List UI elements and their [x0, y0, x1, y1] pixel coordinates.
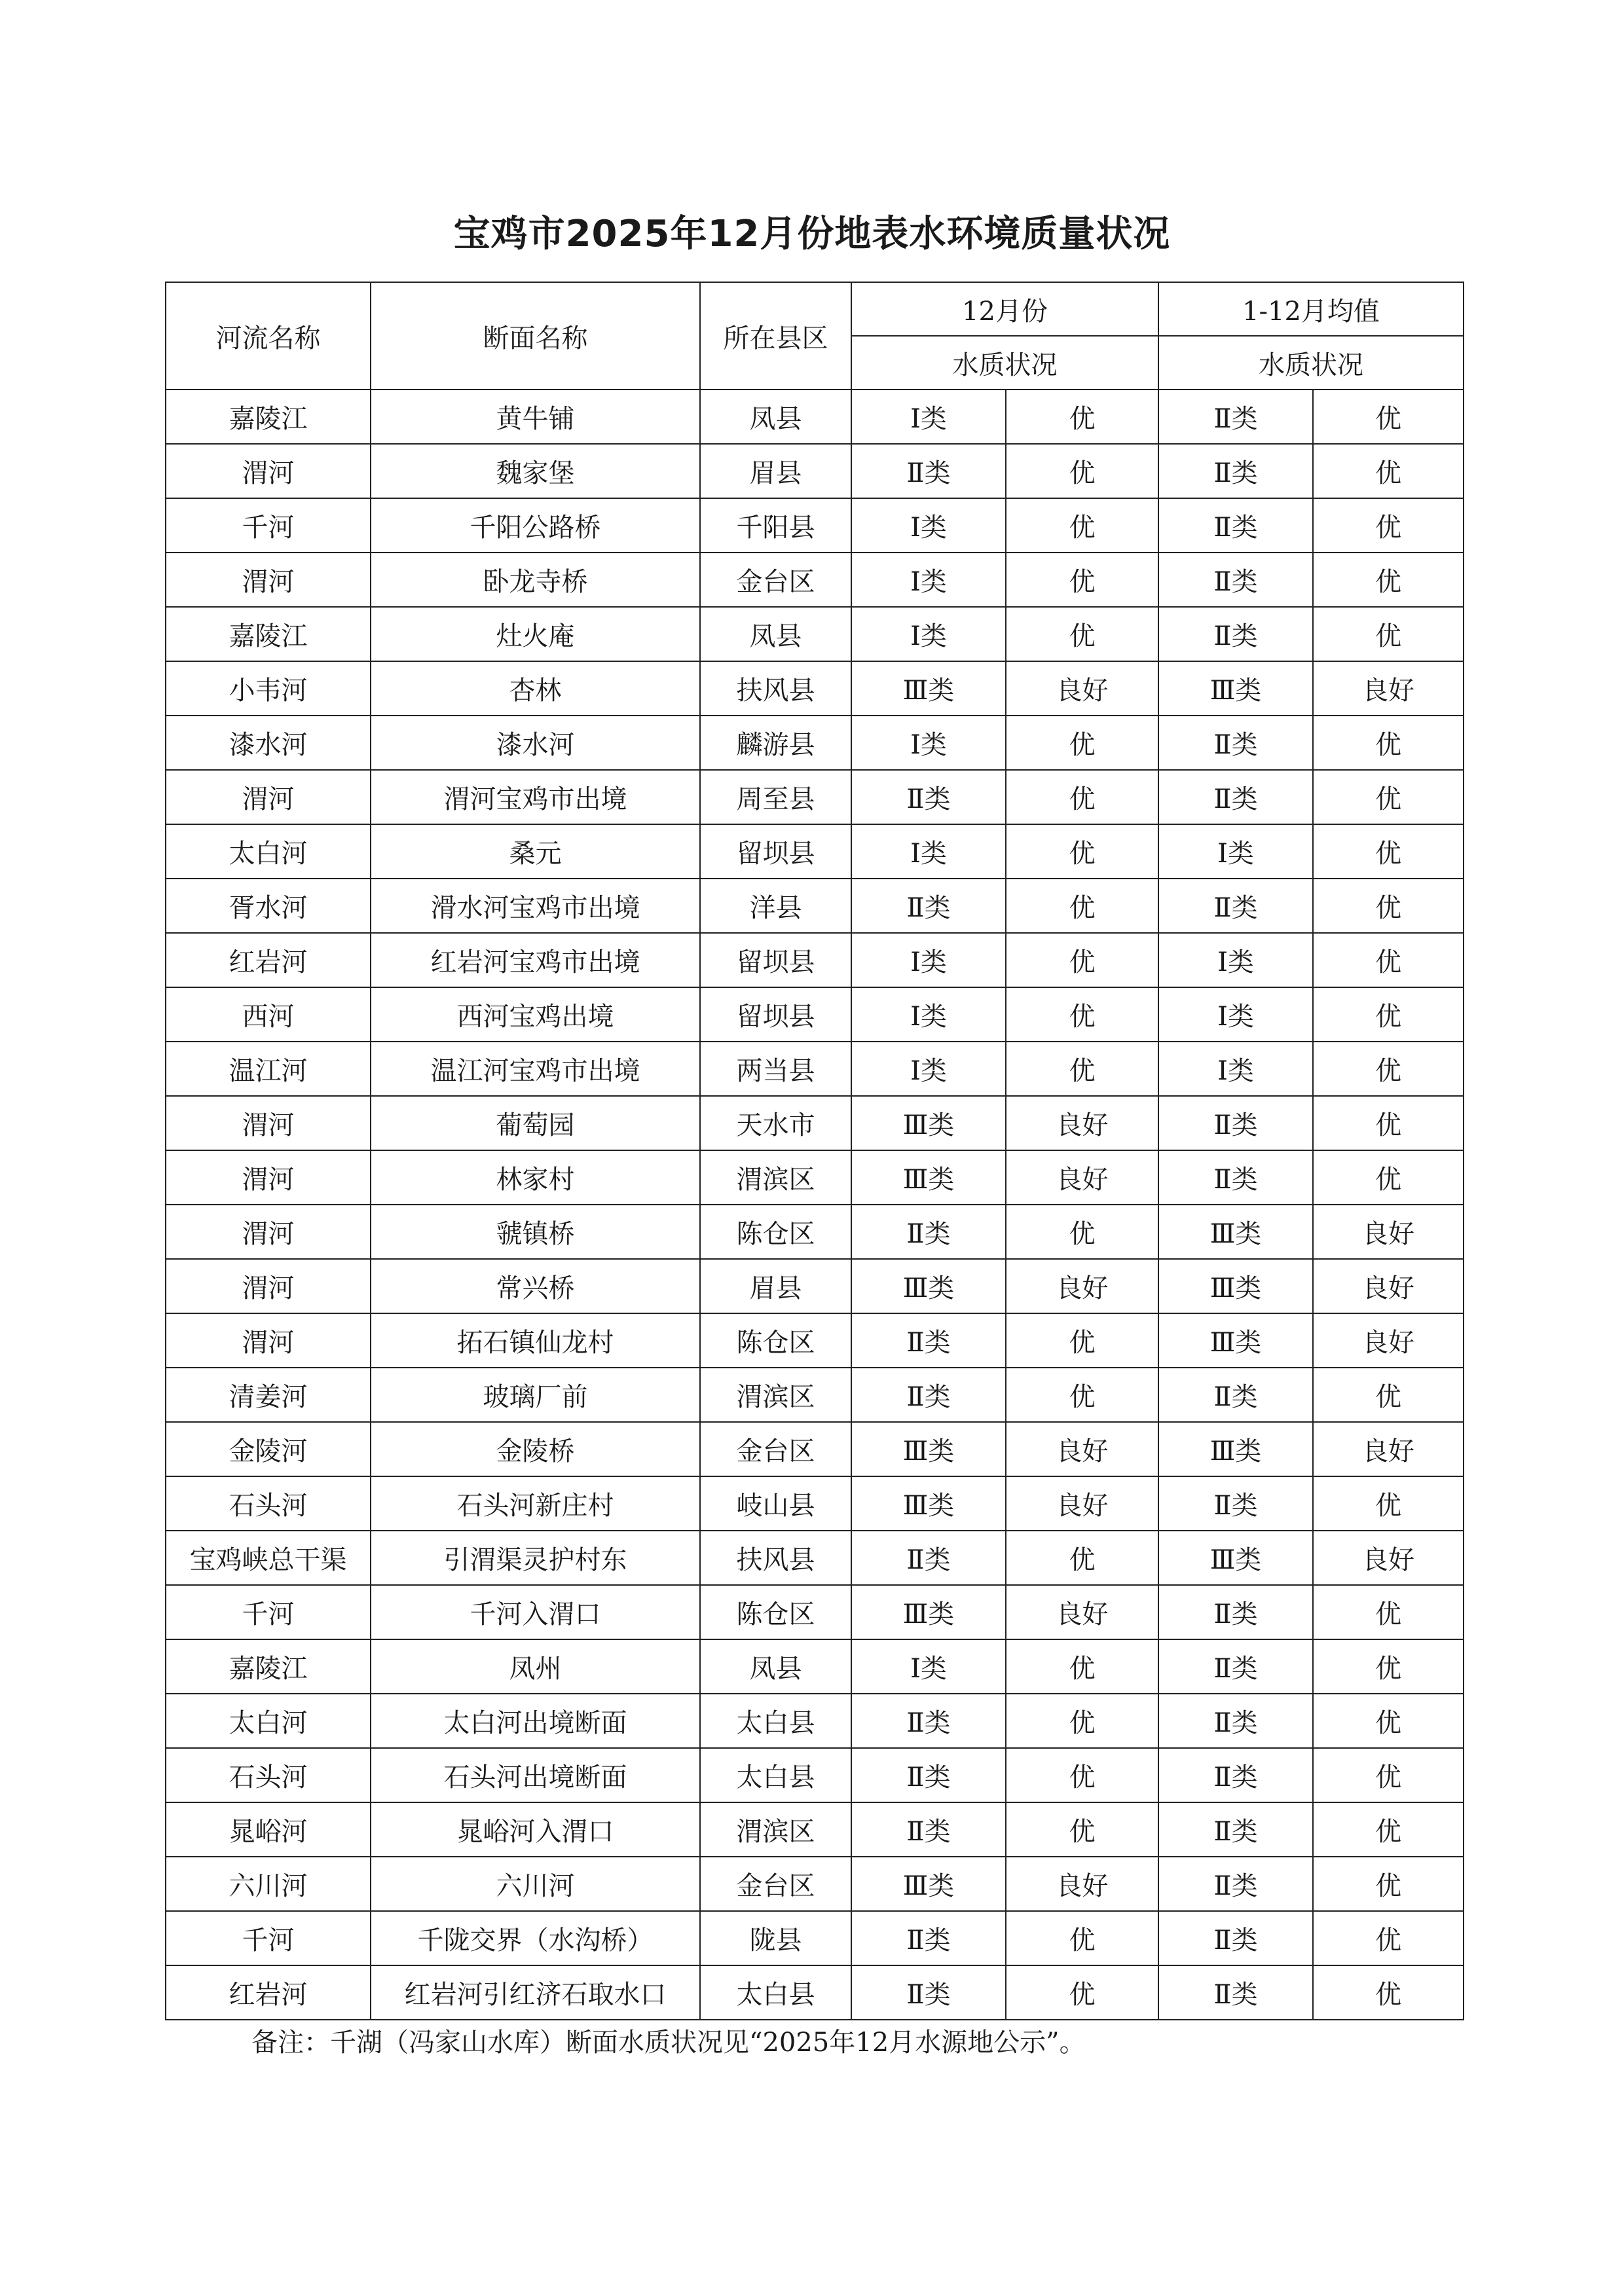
december-grade-cell: 优	[1006, 1205, 1158, 1259]
table-row	[166, 933, 1464, 987]
december-class-cell: Ⅱ类	[851, 879, 1006, 933]
december-class-cell: Ⅱ类	[851, 770, 1006, 824]
december-grade-cell: 优	[1006, 879, 1158, 933]
section-name-cell: 西河宝鸡出境	[371, 987, 700, 1042]
december-grade-cell: 优	[1006, 824, 1158, 879]
river-name-cell: 晁峪河	[166, 1802, 371, 1857]
table-row	[166, 1639, 1464, 1694]
county-cell: 天水市	[700, 1096, 851, 1150]
header-december: 12月份	[851, 282, 1158, 336]
water-quality-table	[165, 282, 1464, 2020]
annual-grade-cell: 优	[1313, 1042, 1464, 1096]
section-name-cell: 杏林	[371, 661, 700, 716]
section-name-cell: 红岩河宝鸡市出境	[371, 933, 700, 987]
annual-class-cell: Ⅱ类	[1158, 1639, 1313, 1694]
section-name-cell: 林家村	[371, 1150, 700, 1205]
december-class-cell: Ⅲ类	[851, 1150, 1006, 1205]
december-class-cell: Ⅰ类	[851, 390, 1006, 444]
december-grade-cell: 良好	[1006, 1585, 1158, 1639]
annual-class-cell: Ⅱ类	[1158, 1748, 1313, 1802]
river-name-cell: 渭河	[166, 1150, 371, 1205]
annual-grade-cell: 优	[1313, 607, 1464, 661]
section-name-cell: 玻璃厂前	[371, 1368, 700, 1422]
december-class-cell: Ⅰ类	[851, 553, 1006, 607]
annual-grade-cell: 良好	[1313, 1422, 1464, 1476]
river-name-cell: 千河	[166, 1585, 371, 1639]
river-name-cell: 红岩河	[166, 933, 371, 987]
section-name-cell: 虢镇桥	[371, 1205, 700, 1259]
annual-class-cell: Ⅲ类	[1158, 1422, 1313, 1476]
header-december-quality: 水质状况	[851, 336, 1158, 390]
december-class-cell: Ⅰ类	[851, 607, 1006, 661]
county-cell: 岐山县	[700, 1476, 851, 1531]
december-class-cell: Ⅱ类	[851, 1368, 1006, 1422]
river-name-cell: 嘉陵江	[166, 607, 371, 661]
river-name-cell: 金陵河	[166, 1422, 371, 1476]
section-name-cell: 卧龙寺桥	[371, 553, 700, 607]
county-cell: 扶风县	[700, 1531, 851, 1585]
table-row	[166, 553, 1464, 607]
river-name-cell: 石头河	[166, 1748, 371, 1802]
section-name-cell: 魏家堡	[371, 444, 700, 498]
december-class-cell: Ⅲ类	[851, 1585, 1006, 1639]
annual-grade-cell: 优	[1313, 498, 1464, 553]
table-row	[166, 1694, 1464, 1748]
section-name-cell: 黄牛铺	[371, 390, 700, 444]
river-name-cell: 渭河	[166, 1205, 371, 1259]
river-name-cell: 千河	[166, 498, 371, 553]
section-name-cell: 石头河出境断面	[371, 1748, 700, 1802]
section-name-cell: 千阳公路桥	[371, 498, 700, 553]
river-name-cell: 胥水河	[166, 879, 371, 933]
section-name-cell: 石头河新庄村	[371, 1476, 700, 1531]
annual-class-cell: Ⅱ类	[1158, 770, 1313, 824]
december-grade-cell: 优	[1006, 1911, 1158, 1965]
county-cell: 陇县	[700, 1911, 851, 1965]
river-name-cell: 渭河	[166, 1313, 371, 1368]
annual-grade-cell: 优	[1313, 770, 1464, 824]
header-river-name: 河流名称	[166, 282, 371, 390]
annual-grade-cell: 良好	[1313, 1531, 1464, 1585]
header-section-name: 断面名称	[371, 282, 700, 390]
annual-class-cell: Ⅰ类	[1158, 933, 1313, 987]
annual-class-cell: Ⅱ类	[1158, 444, 1313, 498]
annual-grade-cell: 优	[1313, 1911, 1464, 1965]
table-row	[166, 770, 1464, 824]
annual-class-cell: Ⅱ类	[1158, 716, 1313, 770]
table-row	[166, 1422, 1464, 1476]
county-cell: 太白县	[700, 1965, 851, 2020]
december-class-cell: Ⅰ类	[851, 824, 1006, 879]
table-row	[166, 1205, 1464, 1259]
river-name-cell: 嘉陵江	[166, 1639, 371, 1694]
december-class-cell: Ⅱ类	[851, 1748, 1006, 1802]
county-cell: 凤县	[700, 1639, 851, 1694]
table-row	[166, 1096, 1464, 1150]
header-annual-quality: 水质状况	[1158, 336, 1464, 390]
december-grade-cell: 优	[1006, 716, 1158, 770]
section-name-cell: 葡萄园	[371, 1096, 700, 1150]
section-name-cell: 千河入渭口	[371, 1585, 700, 1639]
annual-class-cell: Ⅱ类	[1158, 1911, 1313, 1965]
section-name-cell: 桑元	[371, 824, 700, 879]
river-name-cell: 温江河	[166, 1042, 371, 1096]
section-name-cell: 太白河出境断面	[371, 1694, 700, 1748]
table-row	[166, 1042, 1464, 1096]
annual-grade-cell: 优	[1313, 1694, 1464, 1748]
december-grade-cell: 优	[1006, 607, 1158, 661]
annual-grade-cell: 优	[1313, 1639, 1464, 1694]
section-name-cell: 渭河宝鸡市出境	[371, 770, 700, 824]
table-row	[166, 824, 1464, 879]
table-row	[166, 879, 1464, 933]
annual-grade-cell: 优	[1313, 879, 1464, 933]
annual-grade-cell: 优	[1313, 933, 1464, 987]
annual-grade-cell: 优	[1313, 553, 1464, 607]
december-grade-cell: 优	[1006, 1531, 1158, 1585]
river-name-cell: 红岩河	[166, 1965, 371, 2020]
county-cell: 陈仓区	[700, 1205, 851, 1259]
december-grade-cell: 优	[1006, 553, 1158, 607]
december-class-cell: Ⅱ类	[851, 1694, 1006, 1748]
county-cell: 金台区	[700, 1422, 851, 1476]
table-row	[166, 1802, 1464, 1857]
december-grade-cell: 优	[1006, 1639, 1158, 1694]
annual-grade-cell: 优	[1313, 824, 1464, 879]
december-grade-cell: 良好	[1006, 1476, 1158, 1531]
header-county: 所在县区	[700, 282, 851, 390]
december-class-cell: Ⅲ类	[851, 1096, 1006, 1150]
december-grade-cell: 良好	[1006, 1857, 1158, 1911]
december-class-cell: Ⅱ类	[851, 1802, 1006, 1857]
river-name-cell: 渭河	[166, 553, 371, 607]
annual-grade-cell: 良好	[1313, 1313, 1464, 1368]
section-name-cell: 红岩河引红济石取水口	[371, 1965, 700, 2020]
annual-grade-cell: 优	[1313, 1857, 1464, 1911]
annual-class-cell: Ⅲ类	[1158, 1205, 1313, 1259]
annual-grade-cell: 优	[1313, 1748, 1464, 1802]
december-grade-cell: 优	[1006, 390, 1158, 444]
december-class-cell: Ⅱ类	[851, 444, 1006, 498]
december-grade-cell: 优	[1006, 1042, 1158, 1096]
river-name-cell: 六川河	[166, 1857, 371, 1911]
annual-class-cell: Ⅱ类	[1158, 879, 1313, 933]
river-name-cell: 太白河	[166, 824, 371, 879]
river-name-cell: 千河	[166, 1911, 371, 1965]
river-name-cell: 小韦河	[166, 661, 371, 716]
table-row	[166, 661, 1464, 716]
annual-grade-cell: 优	[1313, 1802, 1464, 1857]
december-class-cell: Ⅰ类	[851, 933, 1006, 987]
county-cell: 陈仓区	[700, 1585, 851, 1639]
county-cell: 洋县	[700, 879, 851, 933]
county-cell: 凤县	[700, 390, 851, 444]
county-cell: 太白县	[700, 1694, 851, 1748]
december-class-cell: Ⅲ类	[851, 1476, 1006, 1531]
section-name-cell: 常兴桥	[371, 1259, 700, 1313]
footnote: 备注：千湖（冯家山水库）断面水质状况见“2025年12月水源地公示”。	[251, 2028, 1086, 2058]
table-row	[166, 1911, 1464, 1965]
river-name-cell: 清姜河	[166, 1368, 371, 1422]
annual-class-cell: Ⅱ类	[1158, 553, 1313, 607]
table-row	[166, 1476, 1464, 1531]
annual-class-cell: Ⅱ类	[1158, 1368, 1313, 1422]
annual-class-cell: Ⅲ类	[1158, 1313, 1313, 1368]
annual-class-cell: Ⅱ类	[1158, 1802, 1313, 1857]
annual-grade-cell: 优	[1313, 1585, 1464, 1639]
river-name-cell: 西河	[166, 987, 371, 1042]
river-name-cell: 宝鸡峡总干渠	[166, 1531, 371, 1585]
section-name-cell: 凤州	[371, 1639, 700, 1694]
annual-grade-cell: 良好	[1313, 661, 1464, 716]
december-grade-cell: 良好	[1006, 1096, 1158, 1150]
annual-grade-cell: 良好	[1313, 1259, 1464, 1313]
river-name-cell: 渭河	[166, 444, 371, 498]
december-grade-cell: 优	[1006, 987, 1158, 1042]
december-class-cell: Ⅰ类	[851, 1042, 1006, 1096]
annual-class-cell: Ⅱ类	[1158, 1150, 1313, 1205]
county-cell: 金台区	[700, 553, 851, 607]
annual-class-cell: Ⅲ类	[1158, 661, 1313, 716]
river-name-cell: 太白河	[166, 1694, 371, 1748]
table-row	[166, 390, 1464, 444]
annual-grade-cell: 优	[1313, 1150, 1464, 1205]
december-class-cell: Ⅰ类	[851, 498, 1006, 553]
river-name-cell: 渭河	[166, 1096, 371, 1150]
county-cell: 渭滨区	[700, 1150, 851, 1205]
county-cell: 千阳县	[700, 498, 851, 553]
december-class-cell: Ⅱ类	[851, 1911, 1006, 1965]
section-name-cell: 滑水河宝鸡市出境	[371, 879, 700, 933]
table-row	[166, 716, 1464, 770]
annual-class-cell: Ⅱ类	[1158, 1476, 1313, 1531]
county-cell: 渭滨区	[700, 1368, 851, 1422]
table-row	[166, 987, 1464, 1042]
table-row	[166, 444, 1464, 498]
section-name-cell: 六川河	[371, 1857, 700, 1911]
header-annual-average: 1-12月均值	[1158, 282, 1464, 336]
section-name-cell: 灶火庵	[371, 607, 700, 661]
table-row	[166, 1259, 1464, 1313]
section-name-cell: 温江河宝鸡市出境	[371, 1042, 700, 1096]
december-class-cell: Ⅱ类	[851, 1965, 1006, 2020]
table-row	[166, 1313, 1464, 1368]
annual-grade-cell: 良好	[1313, 1205, 1464, 1259]
annual-grade-cell: 优	[1313, 716, 1464, 770]
county-cell: 眉县	[700, 1259, 851, 1313]
section-name-cell: 漆水河	[371, 716, 700, 770]
december-class-cell: Ⅰ类	[851, 987, 1006, 1042]
county-cell: 留坝县	[700, 824, 851, 879]
table-body	[166, 390, 1464, 2020]
december-grade-cell: 优	[1006, 933, 1158, 987]
december-class-cell: Ⅲ类	[851, 1422, 1006, 1476]
annual-class-cell: Ⅱ类	[1158, 498, 1313, 553]
annual-class-cell: Ⅰ类	[1158, 824, 1313, 879]
annual-class-cell: Ⅱ类	[1158, 1694, 1313, 1748]
annual-grade-cell: 优	[1313, 987, 1464, 1042]
annual-grade-cell: 优	[1313, 1368, 1464, 1422]
section-name-cell: 金陵桥	[371, 1422, 700, 1476]
december-class-cell: Ⅰ类	[851, 716, 1006, 770]
december-class-cell: Ⅰ类	[851, 1639, 1006, 1694]
december-class-cell: Ⅲ类	[851, 1259, 1006, 1313]
annual-class-cell: Ⅱ类	[1158, 1096, 1313, 1150]
december-grade-cell: 良好	[1006, 1259, 1158, 1313]
annual-class-cell: Ⅱ类	[1158, 607, 1313, 661]
december-class-cell: Ⅱ类	[851, 1313, 1006, 1368]
table-row	[166, 1857, 1464, 1911]
annual-class-cell: Ⅲ类	[1158, 1531, 1313, 1585]
river-name-cell: 漆水河	[166, 716, 371, 770]
table-header	[166, 282, 1464, 390]
table-row	[166, 1150, 1464, 1205]
december-grade-cell: 优	[1006, 1368, 1158, 1422]
annual-class-cell: Ⅱ类	[1158, 1585, 1313, 1639]
december-grade-cell: 优	[1006, 770, 1158, 824]
december-class-cell: Ⅱ类	[851, 1205, 1006, 1259]
table-row	[166, 1585, 1464, 1639]
table-row	[166, 1368, 1464, 1422]
river-name-cell: 石头河	[166, 1476, 371, 1531]
annual-grade-cell: 优	[1313, 1096, 1464, 1150]
december-grade-cell: 优	[1006, 1313, 1158, 1368]
county-cell: 周至县	[700, 770, 851, 824]
county-cell: 眉县	[700, 444, 851, 498]
section-name-cell: 引渭渠灵护村东	[371, 1531, 700, 1585]
december-grade-cell: 优	[1006, 1748, 1158, 1802]
county-cell: 麟游县	[700, 716, 851, 770]
annual-class-cell: Ⅰ类	[1158, 1042, 1313, 1096]
annual-class-cell: Ⅰ类	[1158, 987, 1313, 1042]
county-cell: 渭滨区	[700, 1802, 851, 1857]
table-row	[166, 1965, 1464, 2020]
county-cell: 留坝县	[700, 987, 851, 1042]
annual-class-cell: Ⅱ类	[1158, 1965, 1313, 2020]
section-name-cell: 千陇交界（水沟桥）	[371, 1911, 700, 1965]
december-class-cell: Ⅲ类	[851, 1857, 1006, 1911]
december-grade-cell: 优	[1006, 1965, 1158, 2020]
county-cell: 扶风县	[700, 661, 851, 716]
annual-grade-cell: 优	[1313, 390, 1464, 444]
table-row	[166, 1531, 1464, 1585]
county-cell: 太白县	[700, 1748, 851, 1802]
annual-class-cell: Ⅲ类	[1158, 1259, 1313, 1313]
december-grade-cell: 优	[1006, 1802, 1158, 1857]
december-grade-cell: 良好	[1006, 1150, 1158, 1205]
page-title: 宝鸡市2025年12月份地表水环境质量状况	[453, 213, 1171, 255]
december-grade-cell: 良好	[1006, 661, 1158, 716]
river-name-cell: 渭河	[166, 1259, 371, 1313]
annual-grade-cell: 优	[1313, 444, 1464, 498]
table-row	[166, 607, 1464, 661]
annual-class-cell: Ⅱ类	[1158, 390, 1313, 444]
december-class-cell: Ⅱ类	[851, 1531, 1006, 1585]
county-cell: 凤县	[700, 607, 851, 661]
annual-grade-cell: 优	[1313, 1965, 1464, 2020]
annual-grade-cell: 优	[1313, 1476, 1464, 1531]
county-cell: 两当县	[700, 1042, 851, 1096]
december-grade-cell: 优	[1006, 1694, 1158, 1748]
river-name-cell: 渭河	[166, 770, 371, 824]
december-grade-cell: 良好	[1006, 1422, 1158, 1476]
table-row	[166, 1748, 1464, 1802]
annual-class-cell: Ⅱ类	[1158, 1857, 1313, 1911]
december-class-cell: Ⅲ类	[851, 661, 1006, 716]
county-cell: 留坝县	[700, 933, 851, 987]
county-cell: 陈仓区	[700, 1313, 851, 1368]
table-row	[166, 498, 1464, 553]
section-name-cell: 晁峪河入渭口	[371, 1802, 700, 1857]
december-grade-cell: 优	[1006, 444, 1158, 498]
county-cell: 金台区	[700, 1857, 851, 1911]
river-name-cell: 嘉陵江	[166, 390, 371, 444]
december-grade-cell: 优	[1006, 498, 1158, 553]
section-name-cell: 拓石镇仙龙村	[371, 1313, 700, 1368]
